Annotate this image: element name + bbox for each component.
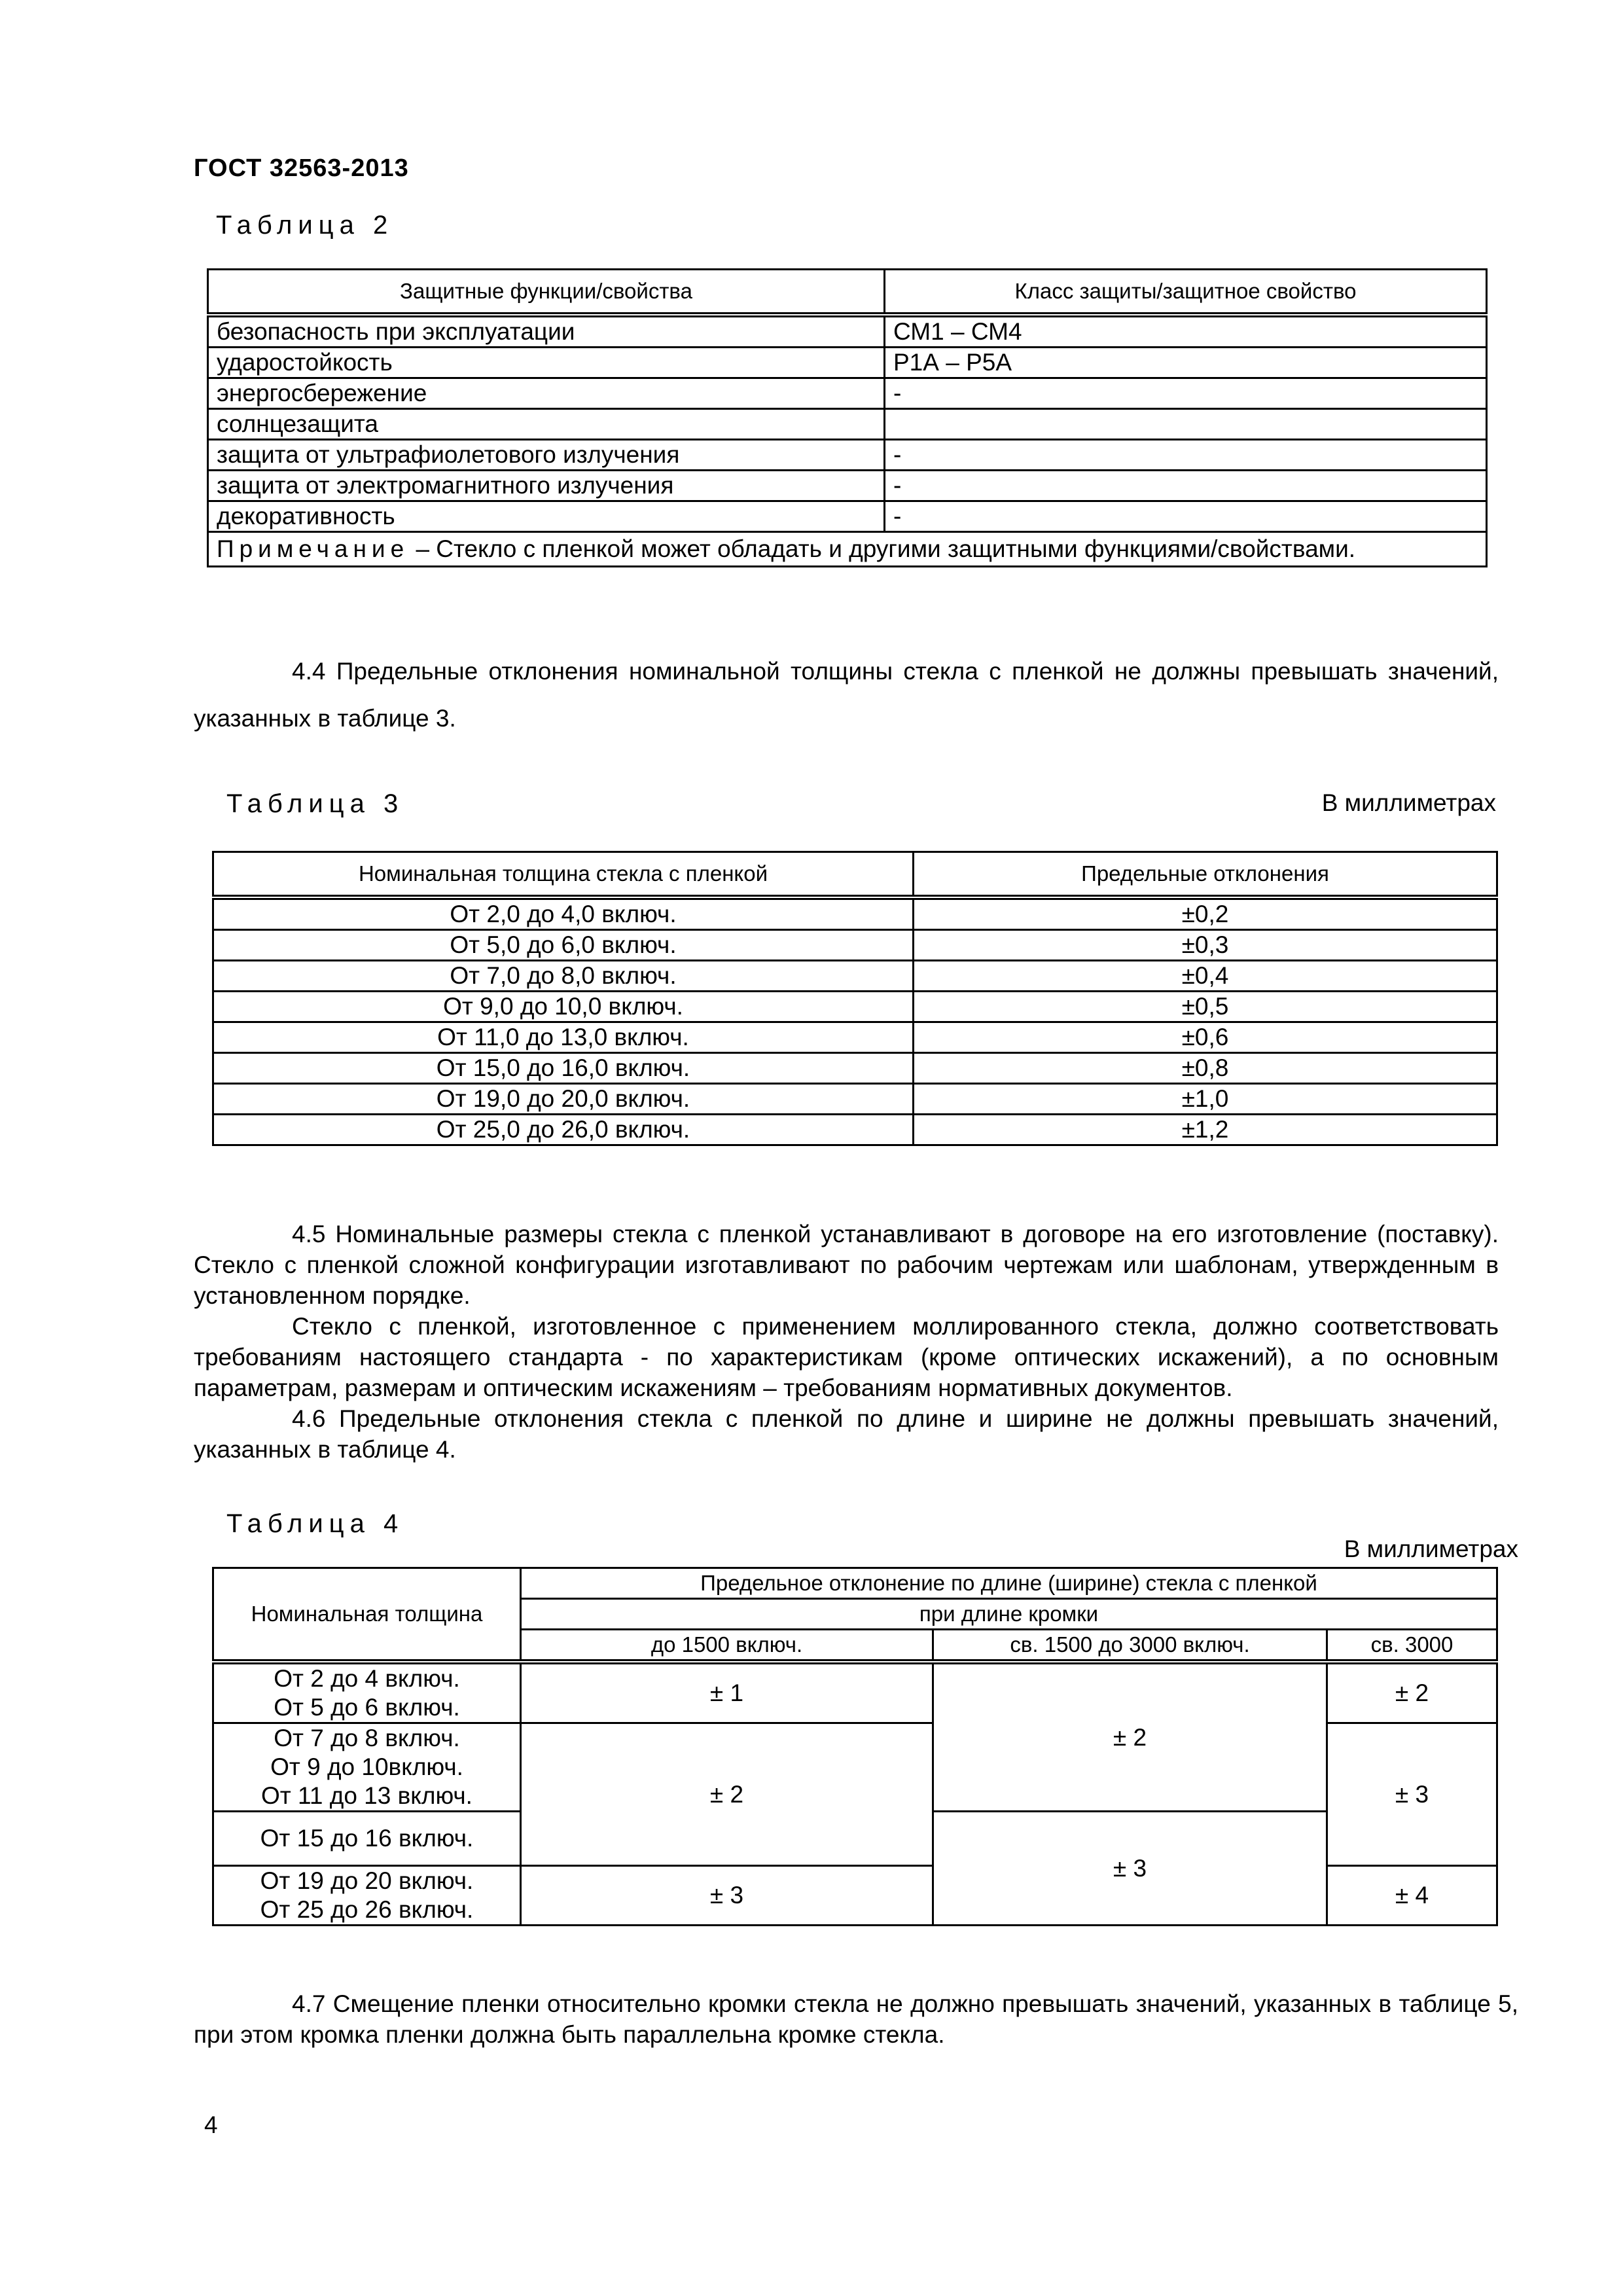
table3-cell: ±0,2 [914, 897, 1497, 930]
table4-value-cell: ± 3 [933, 1812, 1327, 1926]
table2-cell: солнцезащита [208, 409, 885, 440]
paragraph-4-5: 4.5 Номинальные размеры стекла с пленкой устанавливают в договоре на его изготовление (поставку). Стекло с пленкой сложной конфигурации изготавливают по рабочим чертежам или шаблонам, утвержденным в установленном порядке. [194, 1221, 1499, 1309]
table4-thickness-cell [213, 1662, 521, 1723]
table4-header-row [213, 1568, 1497, 1599]
page-number: 4 [204, 2111, 218, 2138]
table3-cell: ±0,8 [914, 1053, 1497, 1084]
table4-thickness-cell [213, 1866, 521, 1926]
table3-cell: ±0,5 [914, 992, 1497, 1022]
table2 [207, 268, 1488, 567]
thickness-line: От 19 до 20 включ. [260, 1867, 474, 1894]
table-row [208, 348, 1487, 378]
table4-value-cell: ± 2 [1327, 1662, 1497, 1723]
table-row [213, 1022, 1497, 1053]
thickness-line: От 9 до 10включ. [270, 1753, 463, 1780]
table4-value-cell: ± 3 [521, 1866, 933, 1926]
table3-cell: От 15,0 до 16,0 включ. [213, 1053, 914, 1084]
table3-cell: От 19,0 до 20,0 включ. [213, 1084, 914, 1115]
table-row [208, 471, 1487, 501]
document-header: ГОСТ 32563-2013 [194, 154, 409, 182]
table3-cell: ±0,6 [914, 1022, 1497, 1053]
table3-cell: ±0,3 [914, 930, 1497, 961]
table-row [213, 1662, 1497, 1723]
table2-cell: безопасность при эксплуатации [208, 315, 885, 348]
table3-cell: От 11,0 до 13,0 включ. [213, 1022, 914, 1053]
table-row [213, 897, 1497, 930]
paragraph-4-5-b: Стекло с пленкой, изготовленное с применением моллированного стекла, должно соответствовать требованиям настоящего стандарта - по характеристикам (кроме оптических искажений), а по основным параметрам, размерам и оптическим искажениям – требованиям нормативных документов. [194, 1313, 1499, 1401]
thickness-line: От 25 до 26 включ. [260, 1896, 474, 1923]
table2-cell: СМ1 – СМ4 [885, 315, 1487, 348]
table2-cell: защита от электромагнитного излучения [208, 471, 885, 501]
table2-cell: - [885, 471, 1487, 501]
table3-caption: Таблица 3 [226, 789, 404, 818]
table4-header-col: до 1500 включ. [521, 1630, 933, 1662]
table2-cell: - [885, 440, 1487, 471]
table3-cell: От 2,0 до 4,0 включ. [213, 897, 914, 930]
table-row [208, 501, 1487, 532]
table4-thickness-cell [213, 1723, 521, 1812]
table2-header-cell: Защитные функции/свойства [208, 270, 885, 315]
table3 [212, 851, 1498, 1146]
table2-note-row [208, 532, 1487, 567]
table4-header-deviation: Предельное отклонение по длине (ширине) стекла с пленкой [521, 1568, 1497, 1599]
table3-cell: От 7,0 до 8,0 включ. [213, 961, 914, 992]
table4-header-thickness: Номинальная толщина [213, 1568, 521, 1662]
table2-cell [885, 409, 1487, 440]
table2-cell: - [885, 378, 1487, 409]
table4-value-cell: ± 3 [1327, 1723, 1497, 1866]
table2-cell: Р1А – Р5А [885, 348, 1487, 378]
table2-header-cell: Класс защиты/защитное свойство [885, 270, 1487, 315]
table-row [213, 1053, 1497, 1084]
table-row [213, 961, 1497, 992]
table-row [208, 409, 1487, 440]
table2-note [208, 532, 1487, 567]
thickness-line: От 15 до 16 включ. [260, 1825, 474, 1852]
table2-cell: энергосбережение [208, 378, 885, 409]
table3-cell: ±1,0 [914, 1084, 1497, 1115]
table2-caption: Таблица 2 [216, 211, 394, 240]
table-row [208, 378, 1487, 409]
table3-cell: От 25,0 до 26,0 включ. [213, 1115, 914, 1145]
table4-caption: Таблица 4 [226, 1509, 404, 1538]
table2-cell: защита от ультрафиолетового излучения [208, 440, 885, 471]
note-label: Примечание [217, 535, 410, 562]
paragraph-4-4: 4.4 Предельные отклонения номинальной толщины стекла с пленкой не должны превышать значений, указанных в таблице 3. [194, 658, 1499, 732]
table4-value-cell: ± 1 [521, 1662, 933, 1723]
table3-cell: От 5,0 до 6,0 включ. [213, 930, 914, 961]
table-row [213, 992, 1497, 1022]
table4-header-col: св. 3000 [1327, 1630, 1497, 1662]
table3-cell: ±0,4 [914, 961, 1497, 992]
table3-units: В миллиметрах [1321, 789, 1496, 816]
table3-header-row [213, 852, 1497, 898]
table3-cell: ±1,2 [914, 1115, 1497, 1145]
table4-value-cell: ± 2 [933, 1662, 1327, 1812]
table4-header-edge: при длине кромки [521, 1599, 1497, 1630]
thickness-line: От 5 до 6 включ. [274, 1694, 460, 1721]
thickness-line: От 11 до 13 включ. [261, 1782, 473, 1809]
table4 [212, 1567, 1498, 1926]
table2-header-row [208, 270, 1487, 315]
table4-header-col: св. 1500 до 3000 включ. [933, 1630, 1327, 1662]
table3-header-cell: Предельные отклонения [914, 852, 1497, 898]
table-row [213, 1084, 1497, 1115]
table3-cell: От 9,0 до 10,0 включ. [213, 992, 914, 1022]
table4-value-cell: ± 2 [521, 1723, 933, 1866]
thickness-line: От 7 до 8 включ. [274, 1725, 460, 1751]
table-row [213, 930, 1497, 961]
table2-cell: - [885, 501, 1487, 532]
note-text: – Стекло с пленкой может обладать и другими защитными функциями/свойствами. [409, 535, 1356, 562]
table-row [208, 315, 1487, 348]
table4-units: В миллиметрах [1344, 1535, 1518, 1562]
table-row [208, 440, 1487, 471]
table4-value-cell: ± 4 [1327, 1866, 1497, 1926]
paragraph-4-7: 4.7 Смещение пленки относительно кромки стекла не должно превышать значений, указанных в таблице 5, при этом кромка пленки должна быть параллельна кромке стекла. [194, 1990, 1518, 2048]
table3-header-cell: Номинальная толщина стекла с пленкой [213, 852, 914, 898]
table2-cell: декоративность [208, 501, 885, 532]
thickness-line: От 2 до 4 включ. [274, 1665, 460, 1692]
table-row [213, 1115, 1497, 1145]
paragraph-4-6: 4.6 Предельные отклонения стекла с пленкой по длине и ширине не должны превышать значений, указанных в таблице 4. [194, 1405, 1499, 1463]
table4-thickness-cell [213, 1812, 521, 1866]
table2-cell: ударостойкость [208, 348, 885, 378]
